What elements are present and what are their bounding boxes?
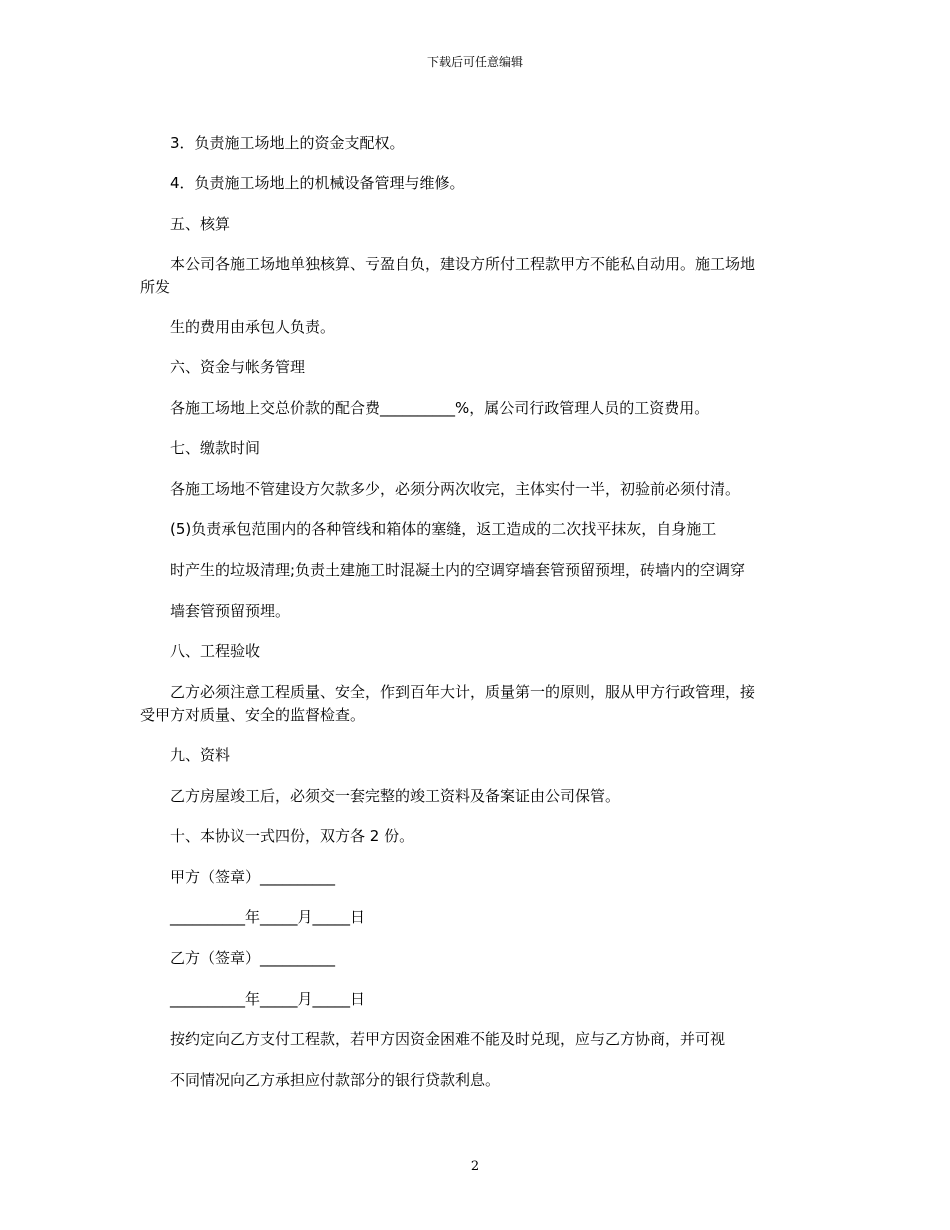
paragraph-line: (5)负责承包范围内的各种管线和箱体的塞缝，返工造成的二次找平抹灰，自身施工 — [140, 520, 717, 538]
date-line-party-b: __________年_____月_____日 — [140, 990, 366, 1008]
paragraph-line: 乙方房屋竣工后，必须交一套完整的竣工资料及备案证由公司保管。 — [140, 787, 621, 805]
section-heading: 九、资料 — [140, 746, 231, 764]
paragraph-line: 时产生的垃圾清理;负责土建施工时混凝土内的空调穿墙套管预留预埋，砖墙内的空调穿 — [140, 561, 746, 579]
section-heading: 七、缴款时间 — [140, 439, 261, 457]
paragraph-line: 按约定向乙方支付工程款，若甲方因资金困难不能及时兑现，应与乙方协商，并可视 — [140, 1030, 726, 1048]
section-heading: 八、工程验收 — [140, 642, 261, 660]
signature-line-party-a: 甲方（签章）__________ — [140, 868, 336, 886]
section-heading: 六、资金与帐务管理 — [140, 358, 306, 376]
section-heading: 五、核算 — [140, 215, 231, 233]
paragraph-line: 乙方必须注意工程质量、安全，作到百年大计，质量第一的原则，服从甲方行政管理，接 — [140, 683, 756, 701]
paragraph-line: 所发 — [140, 278, 171, 296]
signature-line-party-b: 乙方（签章）__________ — [140, 949, 336, 967]
paragraph-line: 墙套管预留预埋。 — [140, 602, 291, 620]
page-number: 2 — [470, 1159, 480, 1174]
paragraph-line: 3．负责施工场地上的资金支配权。 — [140, 134, 405, 152]
paragraph-line: 生的费用由承包人负责。 — [140, 318, 336, 336]
paragraph-line: 不同情况向乙方承担应付款部分的银行贷款利息。 — [140, 1071, 501, 1089]
paragraph-line: 各施工场地上交总价款的配合费__________%，属公司行政管理人员的工资费用。 — [140, 399, 710, 417]
paragraph-line: 十、本协议一式四份，双方各 2 份。 — [140, 827, 415, 845]
paragraph-line: 本公司各施工场地单独核算、亏盈自负，建设方所付工程款甲方不能私自动用。施工场地 — [140, 255, 756, 273]
paragraph-line: 各施工场地不管建设方欠款多少，必须分两次收完，主体实付一半，初验前必须付清。 — [140, 480, 741, 498]
page-header: 下载后可任意编辑 — [426, 55, 523, 69]
paragraph-line: 受甲方对质量、安全的监督检查。 — [140, 706, 366, 724]
paragraph-line: 4．负责施工场地上的机械设备管理与维修。 — [140, 174, 465, 192]
date-line-party-a: __________年_____月_____日 — [140, 908, 366, 926]
